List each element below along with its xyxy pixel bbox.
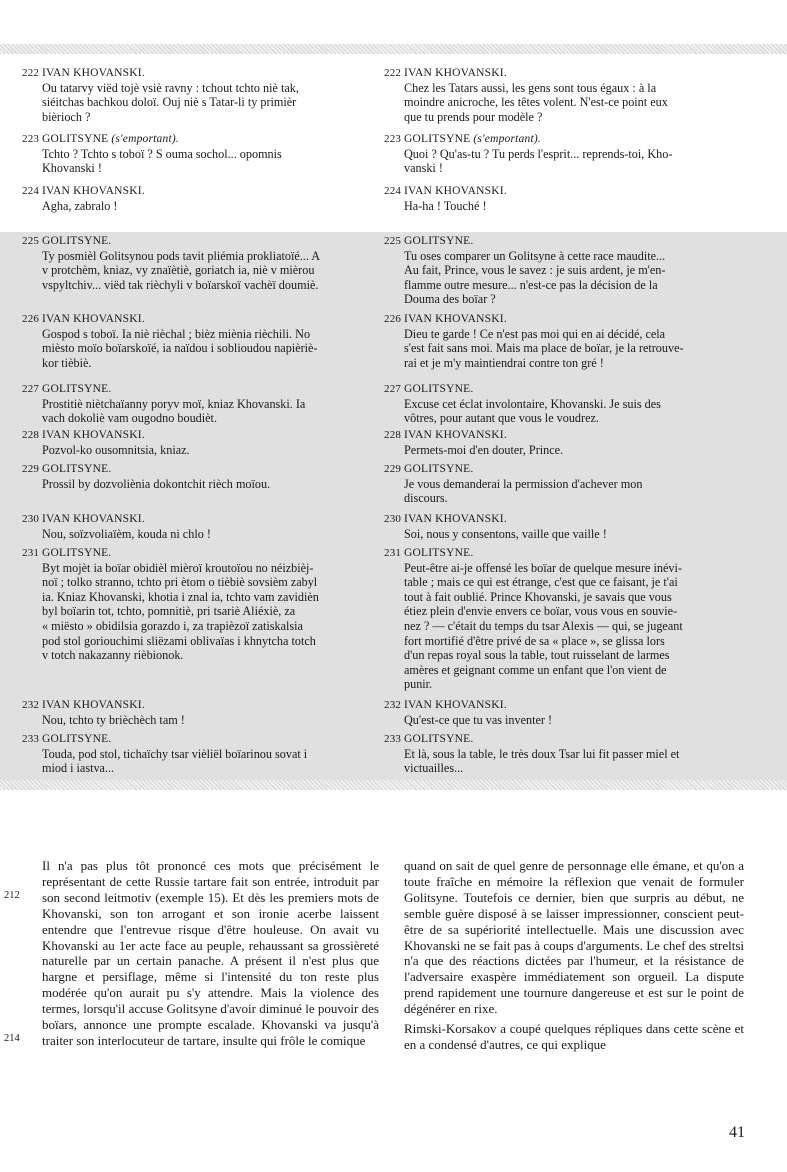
verse-line: « miësto » obidilsia gorazdo i, za trapièzoï zatiskalsia — [42, 618, 303, 633]
speaker-name: GOLITSYNE. — [42, 547, 112, 559]
speaker-line — [22, 698, 372, 713]
verse-line: Permets-moi d'en douter, Prince. — [404, 442, 564, 457]
page-number: 41 — [729, 1124, 745, 1141]
bottom-hatched-rule — [0, 780, 787, 790]
speaker-name: IVAN KHOVANSKI. — [42, 313, 145, 325]
speaker-line — [22, 546, 372, 561]
speaker-name: IVAN KHOVANSKI. — [404, 699, 507, 711]
speaker-line — [22, 132, 372, 147]
speaker-line — [22, 462, 372, 477]
speaker-line — [384, 66, 746, 81]
russian-column — [22, 382, 372, 426]
russian-column — [22, 428, 372, 457]
speaker-name: GOLITSYNE. — [404, 383, 474, 395]
speaker-line — [384, 184, 746, 199]
verse-line: d'un repas royal sous la table, tout ruisselant de larmes — [404, 648, 670, 663]
verse-line: Tchto ? Tchto s toboï ? S ouma sochol... opomnis — [42, 146, 282, 161]
verse-line: ia. Kniaz Khovanski, khotia i znal ia, tchto vam zavidièn — [42, 589, 319, 604]
line-number: 230 — [384, 513, 402, 525]
verse-line: Quoi ? Qu'as-tu ? Tu perds l'esprit... reprends-toi, Kho- — [404, 146, 673, 161]
line-number: 222 — [384, 67, 402, 79]
verse-line: moindre anicroche, les têtes volent. N'est-ce point eux — [404, 95, 668, 110]
speaker-line — [22, 184, 372, 199]
line-number: 233 — [22, 733, 40, 745]
line-number: 229 — [384, 463, 402, 475]
speaker-name: IVAN KHOVANSKI. — [404, 185, 507, 197]
french-column — [384, 546, 746, 692]
speaker-line — [384, 546, 746, 561]
speaker-name: GOLITSYNE. — [42, 383, 112, 395]
stage-direction: (s'emportant). — [473, 133, 541, 145]
verse-line: vanski ! — [404, 161, 443, 176]
french-column — [384, 732, 746, 776]
verse-line: vôtres, pour autant que vous le voudrez. — [404, 411, 599, 426]
margin-reference: 214 — [4, 1033, 20, 1044]
speaker-name: IVAN KHOVANSKI. — [42, 429, 145, 441]
line-number: 226 — [384, 313, 402, 325]
line-number: 226 — [22, 313, 40, 325]
verse-line: discours. — [404, 491, 448, 506]
verse-line: tout à fait oublié. Prince Khovanski, je savais que vous — [404, 589, 672, 604]
verse-line: Ha-ha ! Touché ! — [404, 198, 487, 213]
speaker-line — [384, 462, 746, 477]
speaker-line — [22, 382, 372, 397]
prose-paragraph: Rimski-Korsakov a coupé quelques répliques dans cette scène et en a condensé d'autres, ce qui explique — [404, 1021, 744, 1052]
verse-line: vach dokoliè vam ougodno boudièt. — [42, 411, 217, 426]
speaker-name: GOLITSYNE. — [404, 547, 474, 559]
speaker-name: IVAN KHOVANSKI. — [404, 313, 507, 325]
speaker-name: GOLITSYNE. — [42, 235, 112, 247]
verse-line: Nou, soïzvoliaïèm, kouda ni chlo ! — [42, 526, 211, 541]
verse-line: victuailles... — [404, 761, 464, 776]
french-column — [384, 382, 746, 426]
verse-line: table ; mais ce qui est étrange, c'est que ce faisant, je t'ai — [404, 575, 678, 590]
verse-line: rai et je m'y maintiendrai contre ton gré ! — [404, 355, 604, 370]
russian-column — [22, 312, 372, 370]
verse-line: Prostitiè niètchaïanny poryv moï, kniaz Khovanski. Ia — [42, 396, 306, 411]
russian-column — [22, 234, 372, 292]
verse-line: vspyltchiv... viëd tak rièchyli v boïarskoï vachèï doumiè. — [42, 277, 319, 292]
verse-line: kor tièbiè. — [42, 355, 92, 370]
verse-line: nez ? — c'était du temps du tsar Alexis — qui, se jugeant — [404, 618, 683, 633]
prose-column-right — [404, 858, 744, 1057]
verse-line: amères et geignant comme un enfant que l'on vient de — [404, 662, 667, 677]
prose-column-left — [42, 858, 379, 1053]
french-column — [384, 234, 746, 307]
verse-line: byl boïarin tot, tchto, pomnitiè, pri tsariè Aliéxiè, za — [42, 604, 296, 619]
speaker-line — [384, 234, 746, 249]
verse-line: Soi, nous y consentons, vaille que vaille ! — [404, 526, 607, 541]
verse-line: Au fait, Prince, vous le savez : je suis ardent, je m'en- — [404, 263, 666, 278]
line-number: 231 — [22, 547, 40, 559]
verse-line: siéitchas bachkou doloï. Ouj niè s Tatar-li ty primièr — [42, 95, 297, 110]
speaker-line — [22, 732, 372, 747]
russian-column — [22, 184, 372, 213]
speaker-name: GOLITSYNE. — [42, 463, 112, 475]
russian-column — [22, 462, 372, 491]
speaker-line — [22, 312, 372, 327]
russian-column — [22, 732, 372, 776]
verse-line: Qu'est-ce que tu vas inventer ! — [404, 712, 553, 727]
line-number: 233 — [384, 733, 402, 745]
line-number: 227 — [22, 383, 40, 395]
verse-line: v totch nakazanny rièbionok. — [42, 648, 184, 663]
verse-line: s'est fait sans moi. Mais ma place de boïar, je la retrouve- — [404, 341, 684, 356]
speaker-name: IVAN KHOVANSKI. — [42, 67, 145, 79]
russian-column — [22, 132, 372, 176]
speaker-line — [384, 382, 746, 397]
verse-line: Douma des boïar ? — [404, 292, 496, 307]
line-number: 228 — [22, 429, 40, 441]
speaker-name: GOLITSYNE. — [42, 733, 112, 745]
french-column — [384, 66, 746, 124]
line-number: 232 — [384, 699, 402, 711]
verse-line: Touda, pod stol, tichaïchy tsar vièliël boïarinou sovat i — [42, 746, 308, 761]
speaker-name: IVAN KHOVANSKI. — [42, 185, 145, 197]
speaker-name: IVAN KHOVANSKI. — [404, 67, 507, 79]
verse-line: noï ; tolko stranno, tchto pri ètom o tièbiè sovsièm zabyl — [42, 575, 318, 590]
prose-paragraph: quand on sait de quel genre de personnage elle émane, et qu'on a toute fraîche en mémoire la réflexion que venait de formuler Golitsyne. Toutefois ce dernier, bien que surpris au début, ne semble guère disposé à se laisser impressionner, conscient peut-être de sa supériorité intellectuelle. Mais une discussion avec Khovanski ne se fait pas à coups d'arguments. Le chef des streltsi n'a que des réactions dictées par l'humeur, et la résistance de l'adversaire exaspère immédiatement son orgueil. La dispute prend rapidement une tournure dangereuse et est sur le point de dégénérer en rixe. — [404, 858, 745, 1017]
speaker-name: IVAN KHOVANSKI. — [404, 513, 507, 525]
french-column — [384, 132, 746, 176]
verse-line: Byt mojèt ia boïar obidièl mièroï kroutoïou no néizbièj- — [42, 560, 314, 575]
line-number: 222 — [22, 67, 40, 79]
verse-line: Et là, sous la table, le très doux Tsar lui fit passer miel et — [404, 746, 680, 761]
speaker-line — [384, 732, 746, 747]
verse-line: Peut-être ai-je offensé les boïar de quelque mesure inévi- — [404, 560, 682, 575]
verse-line: Agha, zabralo ! — [42, 198, 118, 213]
speaker-line — [384, 132, 746, 147]
speaker-name: IVAN KHOVANSKI. — [404, 429, 507, 441]
verse-line: Excuse cet éclat involontaire, Khovanski. Je suis des — [404, 396, 661, 411]
verse-line: Pozvol-ko ousomnitsia, kniaz. — [42, 442, 190, 457]
verse-line: Je vous demanderai la permission d'achever mon — [404, 476, 643, 491]
verse-line: Gospod s toboï. Ia niè rièchal ; bièz miènia rièchili. No — [42, 326, 311, 341]
verse-line: Dieu te garde ! Ce n'est pas moi qui en ai décidé, cela — [404, 326, 666, 341]
french-column — [384, 312, 746, 370]
russian-column — [22, 66, 372, 124]
speaker-name: GOLITSYNE — [42, 133, 112, 145]
french-column — [384, 428, 746, 457]
speaker-line — [22, 428, 372, 443]
verse-line: fort mortifié d'être privé de sa « place », se glissa lors — [404, 633, 665, 648]
line-number: 225 — [22, 235, 40, 247]
speaker-line — [384, 312, 746, 327]
verse-line: Khovanski ! — [42, 161, 102, 176]
verse-line: que tu prends pour modèle ? — [404, 109, 543, 124]
margin-reference: 212 — [4, 890, 20, 901]
russian-column — [22, 698, 372, 727]
verse-line: Tu oses comparer un Golitsyne à cette race maudite... — [404, 248, 666, 263]
line-number: 223 — [22, 133, 40, 145]
russian-column — [22, 546, 372, 663]
verse-line: Prossil by dozvoliènia dokontchit rièch moïou. — [42, 476, 271, 491]
line-number: 229 — [22, 463, 40, 475]
speaker-line — [384, 428, 746, 443]
line-number: 227 — [384, 383, 402, 395]
speaker-name: IVAN KHOVANSKI. — [42, 513, 145, 525]
french-column — [384, 512, 746, 541]
line-number: 223 — [384, 133, 402, 145]
verse-line: pod stol goriouchimi sliëzami oblivaïas i khnytcha totch — [42, 633, 316, 648]
line-number: 224 — [22, 185, 40, 197]
french-column — [384, 462, 746, 506]
verse-line: Nou, tchto ty brièchèch tam ! — [42, 712, 185, 727]
speaker-name: GOLITSYNE. — [404, 733, 474, 745]
line-number: 231 — [384, 547, 402, 559]
prose-paragraph: Il n'a pas plus tôt prononcé ces mots que précisément le représentant de cette Russie tartare fait son entrée, introduit par son second leitmotiv (exemple 15). Et dès les premiers mots de Khovanski, son ton arrogant et son ironie acerbe laissent entendre que l'entrevue risque d'être houleuse. On avait vu Khovanski au 1er acte face au peuple, rehaussant sa grossièreté naturelle par un certain panache. A présent il n'est plus que hargne et persiflage, même si l'intensité du ton reste plus modérée qu'on aurait pu s'y attendre. Mais la violence des termes, lorsqu'il accuse Golitsyne d'avoir diminué le pouvoir des boïars, annonce une prompte escalade. Khovanski va jusqu'à traiter son interlocuteur de tartare, insulte qui frôle le comique — [42, 858, 379, 1048]
line-number: 224 — [384, 185, 402, 197]
verse-line: Chez les Tatars aussi, les gens sont tous égaux : à la — [404, 80, 657, 95]
verse-line: étiez plein d'envie envers ce boïar, vous vous en souvie- — [404, 604, 678, 619]
line-number: 228 — [384, 429, 402, 441]
line-number: 232 — [22, 699, 40, 711]
verse-line: punir. — [404, 677, 433, 692]
verse-line: flamme outre mesure... n'est-ce pas la décision de la — [404, 277, 658, 292]
speaker-line — [384, 698, 746, 713]
speaker-line — [22, 512, 372, 527]
french-column — [384, 184, 746, 213]
stage-direction: (s'emportant). — [111, 133, 179, 145]
verse-line: miod i iastva... — [42, 761, 115, 776]
speaker-line — [22, 234, 372, 249]
verse-line: v protchèm, kniaz, vy znaïètiè, goriatch ia, niè v mièrou — [42, 263, 315, 278]
verse-line: mièsto moïo boïarskoïé, ia naïdou i soblioudou napièriè- — [42, 341, 318, 356]
speaker-name: GOLITSYNE — [404, 133, 474, 145]
speaker-line — [22, 66, 372, 81]
verse-line: bièrioch ? — [42, 109, 91, 124]
speaker-name: GOLITSYNE. — [404, 463, 474, 475]
speaker-line — [384, 512, 746, 527]
french-column — [384, 698, 746, 727]
verse-line: Ty posmièl Golitsynou pods tavit pliémia prokliatoïé... A — [42, 248, 321, 263]
line-number: 230 — [22, 513, 40, 525]
line-number: 225 — [384, 235, 402, 247]
speaker-name: GOLITSYNE. — [404, 235, 474, 247]
top-hatched-rule — [0, 44, 787, 54]
russian-column — [22, 512, 372, 541]
verse-line: Ou tatarvy viëd tojè vsiè ravny : tchout tchto niè tak, — [42, 80, 299, 95]
speaker-name: IVAN KHOVANSKI. — [42, 699, 145, 711]
